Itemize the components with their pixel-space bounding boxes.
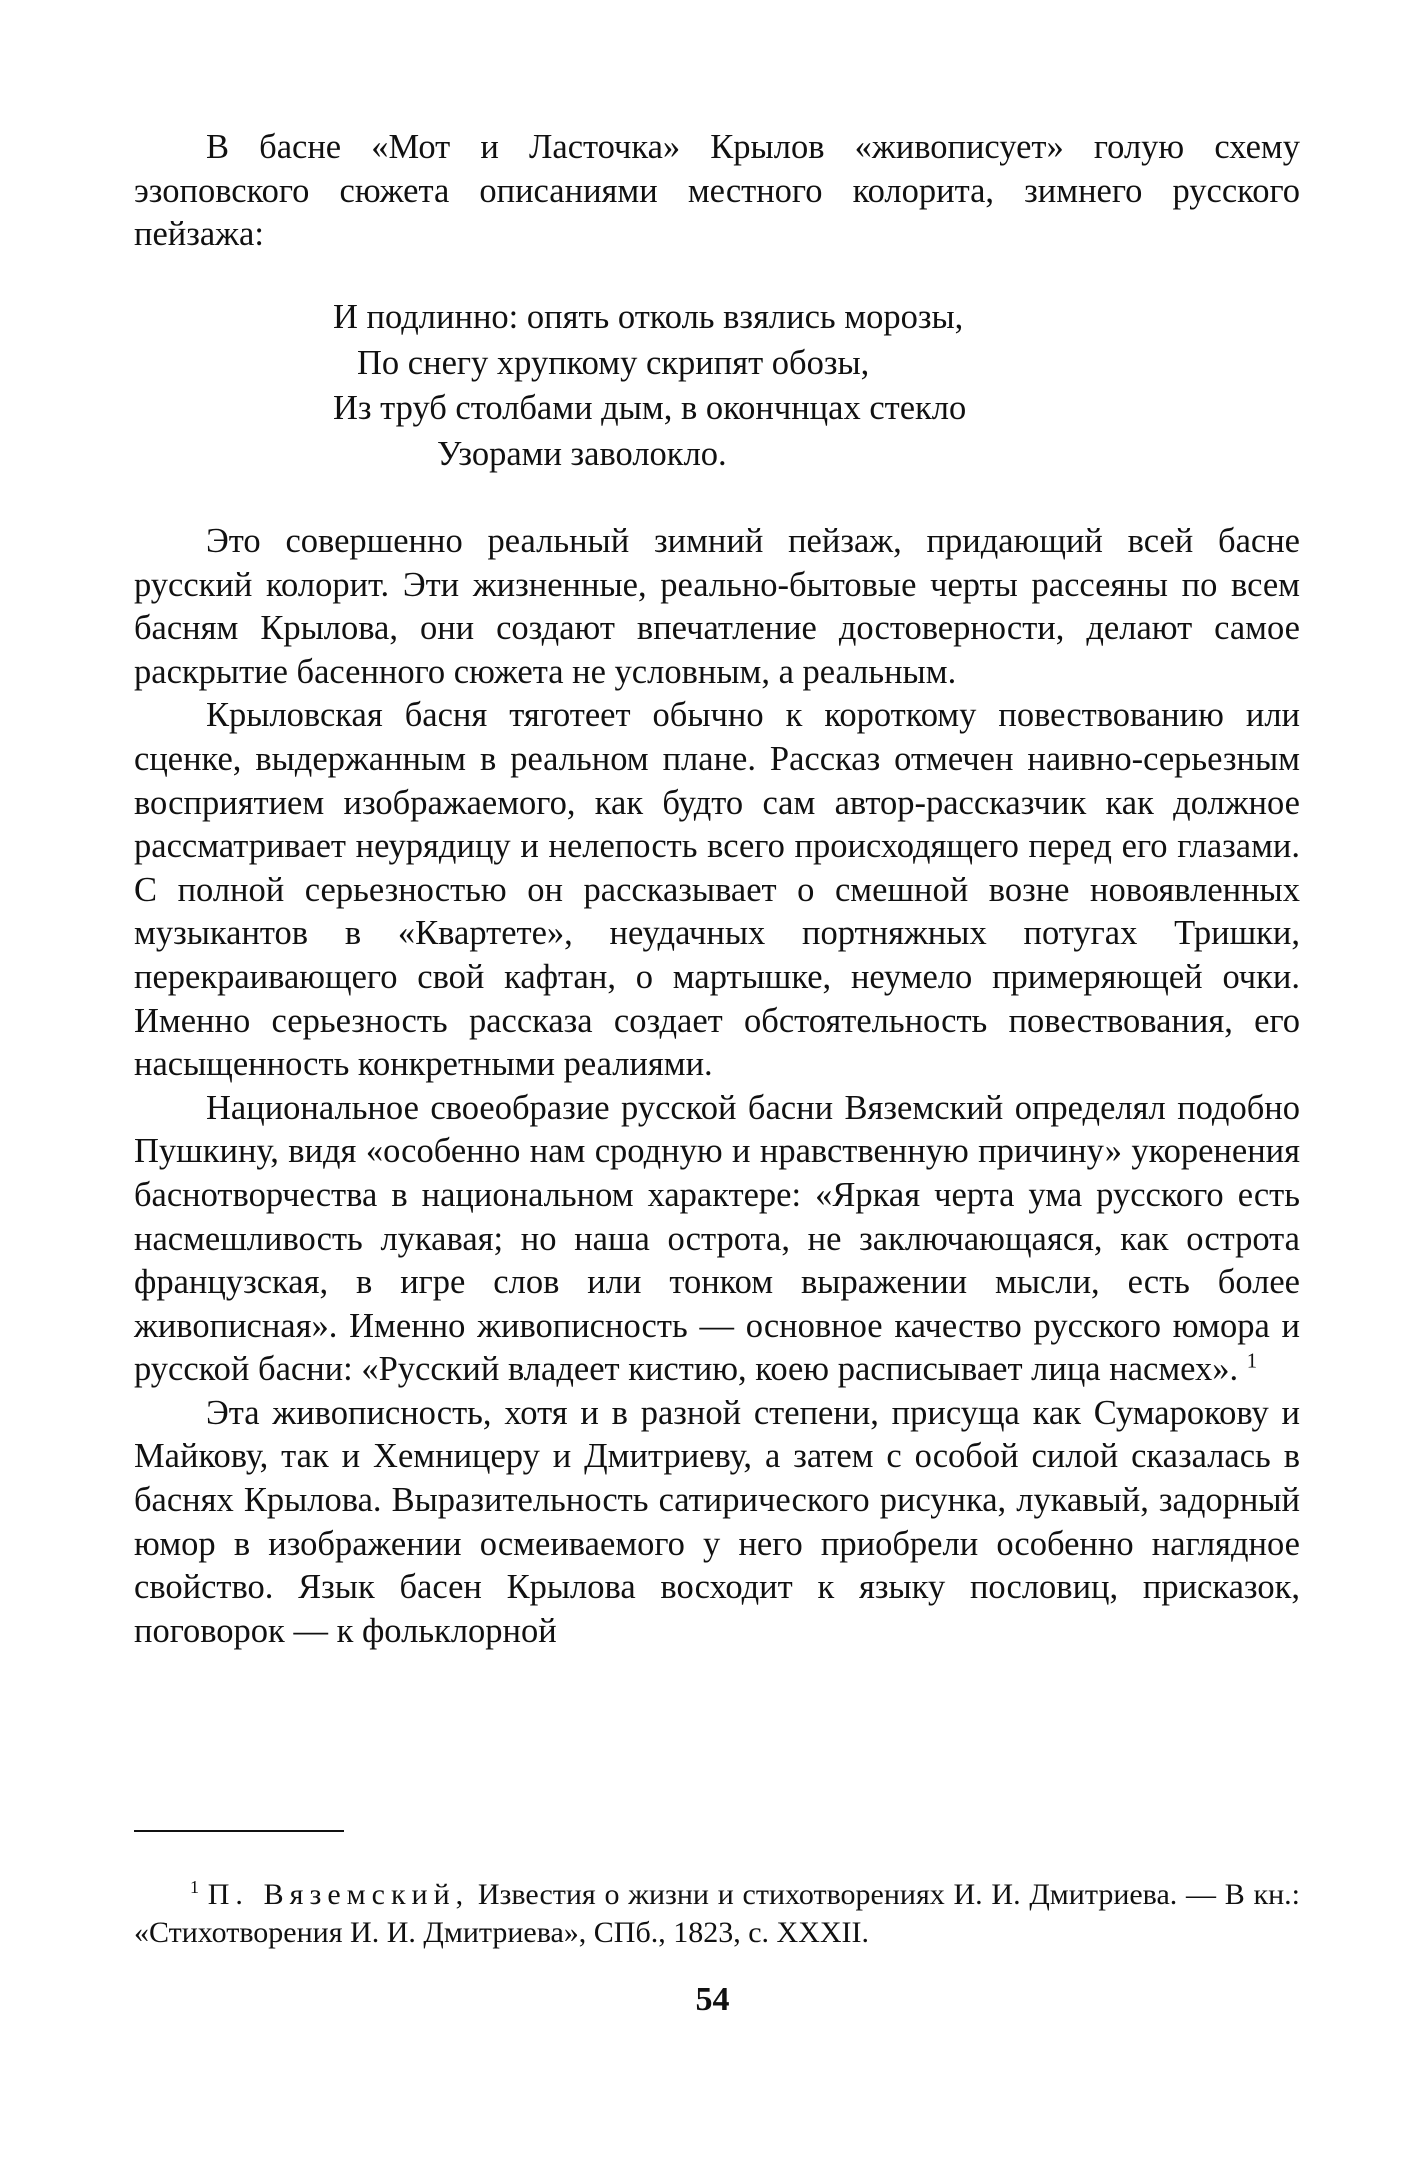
page-number: 54 [695,1981,730,2018]
footnote [134,1876,1300,1952]
verse-quote [333,295,966,477]
text-block-main [134,520,1300,1653]
verse-line-3: Из труб столбами дым, в окончнцах стекло [333,389,967,427]
footnote-reference: 1 [1246,1350,1258,1373]
footnote-divider [134,1830,344,1832]
text-block-top [134,126,1300,257]
footnote-text: Известия о жизни и стихотворениях И. И. Дмитриева. — В кн.: «Стихотворения И. И. Дмитриева», СПб., 1823, с. XXXII. [134,1878,1300,1949]
footnote-author: П. Вяземский, [207,1878,470,1911]
footnote-marker: 1 [190,1877,199,1898]
paragraph-1: В басне «Мот и Ласточка» Крылов «живописует» голую схему эзоповского сюжета описаниями местного колорита, зимнего русского пейзажа: [134,128,1300,254]
verse-line-4: Узорами заволокло. [437,434,727,473]
paragraph-4 [134,1087,1300,1392]
verse-line-2: По снегу хрупкому скрипят обозы, [357,343,870,382]
paragraph-3: Крыловская басня тяготеет обычно к короткому повествованию или сценке, выдержанным в реальном плане. Рассказ отмечен наивно-серьезным восприятием изображаемого, как будто сам автор-рассказчик как должное рассматривает неурядицу и нелепость всего происходящего перед его глазами. С полной серьезностью он рассказывает о смешной возне новоявленных музыкантов в «Квартете», неудачных портняжных потугах Тришки, перекраивающего свой кафтан, о мартышке, неумело примеряющей очки. Именно серьезность рассказа создает обстоятельность повествования, его насыщенность конкретными реалиями. [134,696,1300,1084]
paragraph-4-text: Национальное своеобразие русской басни Вяземский определял подобно Пушкину, видя «особенно нам сродную и нравственную причину» укоренения баснотворчества в национальном характере: «Яркая черта ума русского есть насмешливость лукавая; но наша острота, не заключающаяся, как острота французская, в игре слов или тонком выражении мысли, есть более живописная». Именно живописность — основное качество русского юмора и русской басни: «Русский владеет кистию, коею расписывает лица насмех». [134,1088,1300,1389]
paragraph-2: Это совершенно реальный зимний пейзаж, придающий всей басне русский колорит. Эти жизненные, реально-бытовые черты рассеяны по всем басням Крылова, они создают впечатление достоверности, делают самое раскрытие басенного сюжета не условным, а реальным. [134,522,1300,691]
verse-line-1: И подлинно: опять отколь взялись морозы, [333,298,964,336]
paragraph-5: Эта живописность, хотя и в разной степени, присуща как Сумарокову и Майкову, так и Хемницеру и Дмитриеву, а затем с особой силой сказалась в баснях Крылова. Выразительность сатирического рисунка, лукавый, задорный юмор в изображении осмеиваемого у него приобрели особенно наглядное свойство. Язык басен Крылова восходит к языку пословиц, присказок, поговорок — к фольклорной [134,1393,1300,1650]
